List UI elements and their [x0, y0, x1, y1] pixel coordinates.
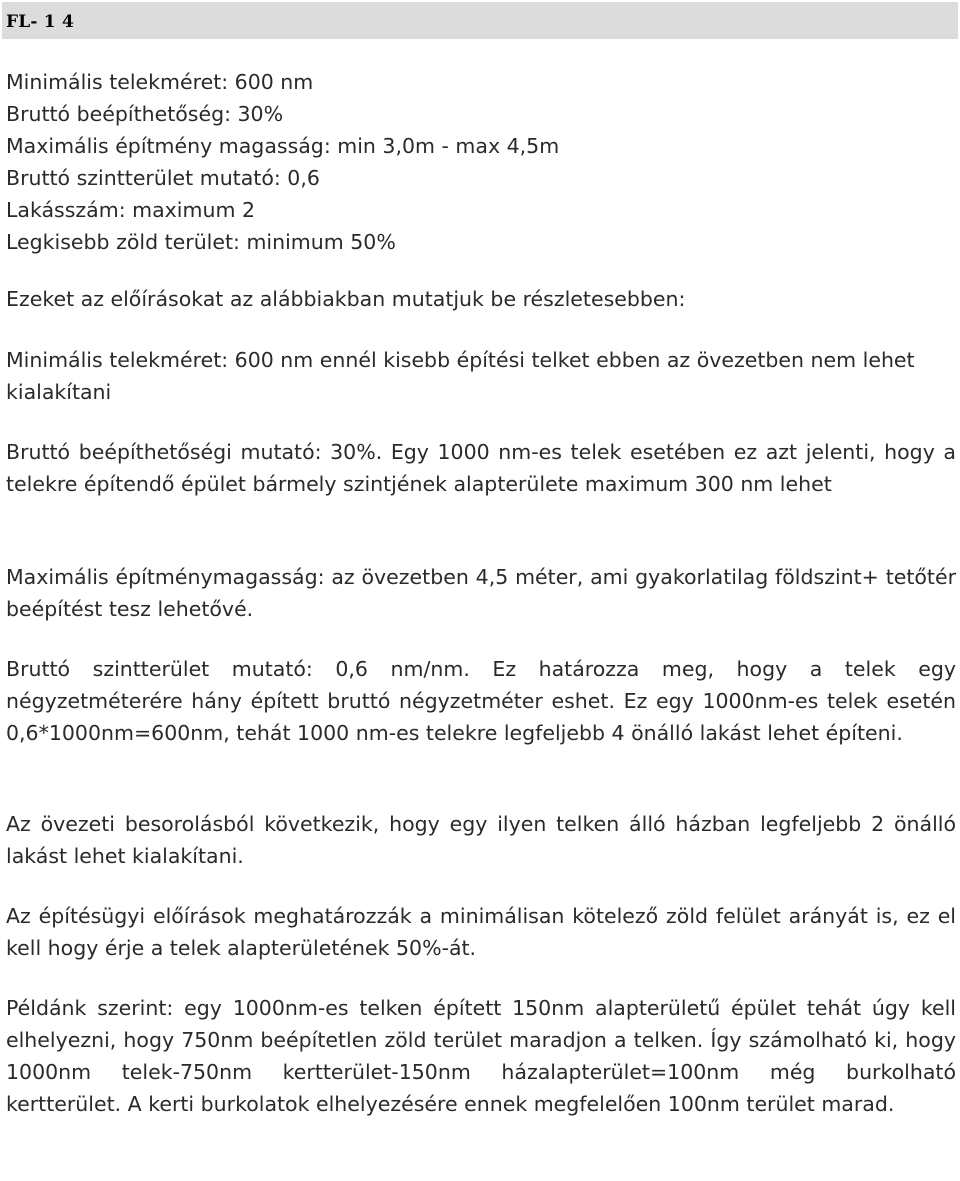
spec-list [6, 66, 956, 258]
paragraph-building-height: Maximális építménymagasság: az övezetben 4,5 méter, ami gyakorlatilag földszint+ tetőtér beépítést tesz lehetővé. [6, 565, 956, 621]
spec-line-min-green-area: Legkisebb zöld terület: minimum 50% [6, 230, 396, 254]
spec-line-min-plot-size: Minimális telekméret: 600 nm [6, 70, 314, 94]
paragraph-floor-area-ratio: Bruttó szintterület mutató: 0,6 nm/nm. Ez határozza meg, hogy a telek egy négyzetméterére hány épített bruttó négyzetméter eshet. Ez egy 1000nm-es telek esetén 0,6*1000nm=600nm, tehát 1000 nm-es telekre legfeljebb 4 önálló lakást lehet építeni. [6, 657, 956, 745]
spec-line-floor-area-ratio: Bruttó szintterület mutató: 0,6 [6, 166, 320, 190]
intro-paragraph: Ezeket az előírásokat az alábbiakban mutatjuk be részletesebben: [6, 287, 686, 311]
spec-line-gross-coverage: Bruttó beépíthetőség: 30% [6, 102, 284, 126]
spec-line-max-building-height: Maximális építmény magasság: min 3,0m - max 4,5m [6, 134, 560, 158]
paragraph-gross-coverage: Bruttó beépíthetőségi mutató: 30%. Egy 1000 nm-es telek esetében ez azt jelenti, hogy a telekre építendő épület bármely szintjének alapterülete maximum 300 nm lehet [6, 440, 956, 496]
header-bar [2, 2, 958, 39]
paragraph-min-plot-size: Minimális telekméret: 600 nm ennél kisebb építési telket ebben az övezetben nem lehet kialakítani [6, 348, 915, 404]
paragraph-example: Példánk szerint: egy 1000nm-es telken épített 150nm alapterületű épület tehát úgy kell elhelyezni, hogy 750nm beépítetlen zöld terület maradjon a telken. Így számolható ki, hogy 1000nm telek-750nm kertterület-150nm házalapterület=100nm még burkolható kertterület. A kerti burkolatok elhelyezésére ennek megfelelően 100nm terület marad. [6, 996, 956, 1116]
paragraph-green-area: Az építésügyi előírások meghatározzák a minimálisan kötelező zöld felület arányát is, ez el kell hogy érje a telek alapterületének 50%-át. [6, 904, 956, 960]
page-title: FL- 1 4 [6, 12, 74, 32]
paragraph-zoning: Az övezeti besorolásból következik, hogy egy ilyen telken álló házban legfeljebb 2 önálló lakást lehet kialakítani. [6, 812, 956, 868]
spec-line-dwelling-count: Lakásszám: maximum 2 [6, 198, 255, 222]
